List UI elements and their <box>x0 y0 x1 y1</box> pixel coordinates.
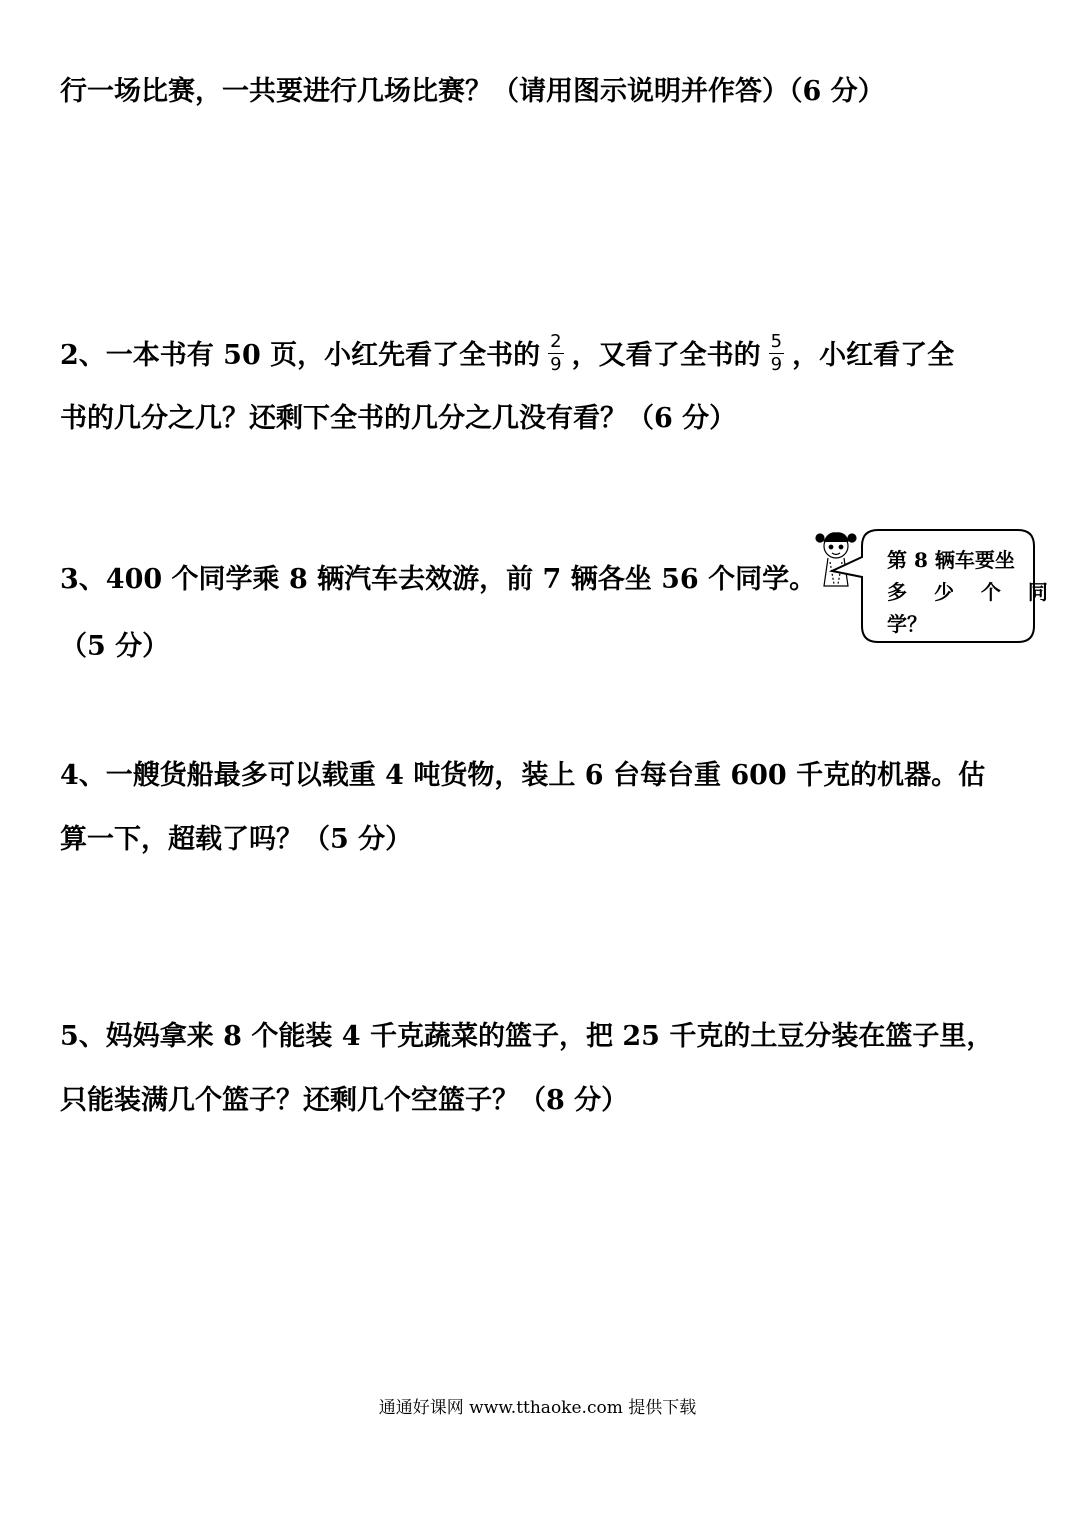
speech-bubble-line-1: 第 8 辆车要坐 <box>887 548 1015 572</box>
fraction-two-ninths <box>548 333 563 374</box>
question-2-text-part-1: 2、一本书有 50 页，小红先看了全书的 <box>60 340 541 371</box>
speech-bubble-line-3: 学？ <box>887 612 927 636</box>
fraction-2-denominator: 9 <box>770 354 783 375</box>
fraction-1-denominator: 9 <box>550 354 562 375</box>
fraction-1-numerator: 2 <box>550 331 562 352</box>
fraction-2-numerator: 5 <box>770 331 783 352</box>
question-2-line-2: 书的几分之几？还剩下全书的几分之几没有看？（6 分） <box>60 403 737 434</box>
question-5-line-1: 5、妈妈拿来 8 个能装 4 千克蔬菜的篮子，把 25 千克的土豆分装在篮子里， <box>60 1021 994 1052</box>
question-2-text-part-2: ，又看了全书的 <box>571 340 761 371</box>
question-5-line-2: 只能装满几个篮子？还剩几个空篮子？（8 分） <box>60 1085 629 1116</box>
question-4-line-2: 算一下，超载了吗？（5 分） <box>60 824 413 855</box>
question-2-line-1 <box>60 331 955 377</box>
question-2-text-part-3: ，小红看了全 <box>792 340 955 371</box>
question-4-line-1: 4、一艘货船最多可以载重 4 吨货物，装上 6 台每台重 600 千克的机器。估 <box>60 760 986 791</box>
page-footer: 通通好课网 www.tthaoke.com 提供下载 <box>378 1398 697 1418</box>
fraction-five-ninths <box>769 333 784 374</box>
speech-bubble-line-2: 多 少 个 同 <box>887 580 1058 604</box>
question-3-line-2: （5 分） <box>60 631 170 662</box>
question-1-continuation: 行一场比赛，一共要进行几场比赛？（请用图示说明并作答）（6 分） <box>60 76 885 107</box>
question-3-line-1: 3、400 个同学乘 8 辆汽车去效游，前 7 辆各坐 56 个同学。 <box>60 564 817 595</box>
